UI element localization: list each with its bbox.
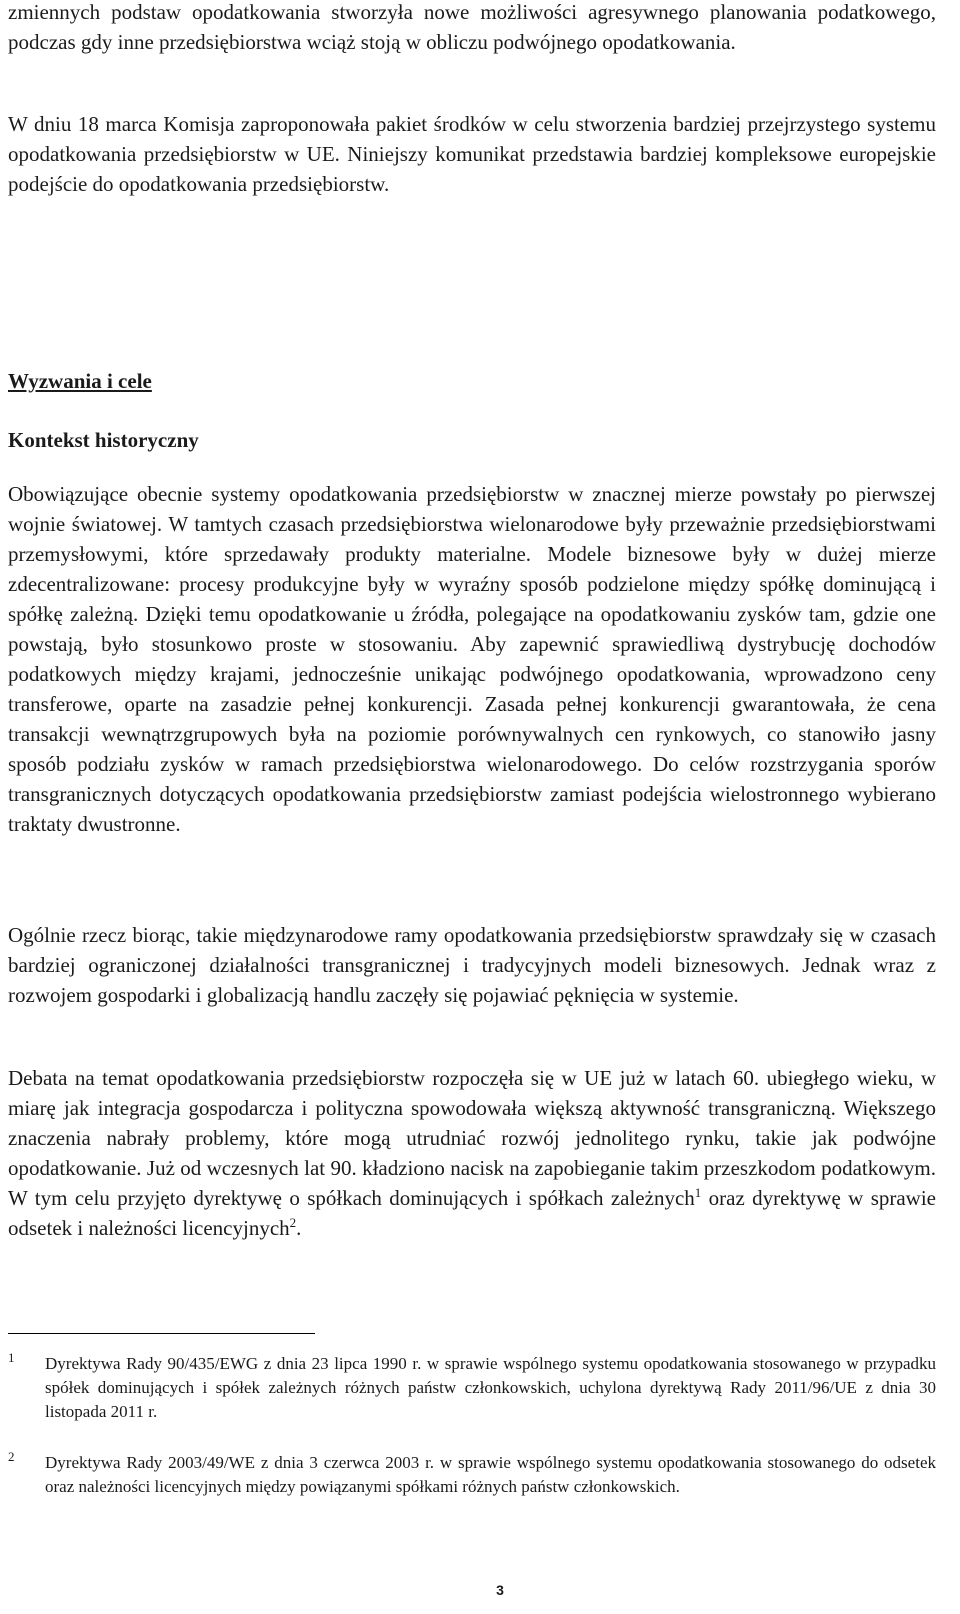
paragraph-debate — [8, 1063, 936, 1243]
footnote-2 — [8, 1451, 936, 1499]
page-number: 3 — [496, 1582, 504, 1598]
footnote-1 — [8, 1352, 936, 1424]
footnote-ref-1[interactable]: 1 — [694, 1185, 702, 1200]
paragraph-continuation: zmiennych podstaw opodatkowania stworzyła nowe możliwości agresywnego planowania podatkowego, podczas gdy inne przedsiębiorstwa wciąż stoją w obliczu podwójnego opodatkowania. — [8, 0, 936, 54]
footnote-text: Dyrektywa Rady 90/435/EWG z dnia 23 lipca 1990 r. w sprawie wspólnego systemu opodatkowania stosowanego w przypadku spółek dominujących i spółek zależnych różnych państw członkowskich, uchylona dyrektywą Rady 2011/96/UE z dnia 30 listopada 2011 r. — [45, 1354, 936, 1421]
section-heading: Wyzwania i cele — [8, 369, 152, 393]
footnote-number: 1 — [8, 1350, 15, 1365]
paragraph-debate-part-3: . — [296, 1216, 302, 1240]
paragraph-intro: W dniu 18 marca Komisja zaproponowała pakiet środków w celu stworzenia bardziej przejrzystego systemu opodatkowania przedsiębiorstw w UE. Niniejszy komunikat przedstawia bardziej kompleksowe europejskie podejście do opodatkowania przedsiębiorstw. — [8, 112, 936, 196]
footnote-separator — [8, 1333, 315, 1334]
paragraph-debate-part-2: oraz dyrektywę w sprawie odsetek i należności licencyjnych — [8, 1186, 937, 1240]
footnote-text: Dyrektywa Rady 2003/49/WE z dnia 3 czerwca 2003 r. w sprawie wspólnego systemu opodatkowania stosowanego do odsetek oraz należności licencyjnych między powiązanymi spółkami różnych państw członkowskich. — [45, 1453, 936, 1496]
paragraph-overall: Ogólnie rzecz biorąc, takie międzynarodowe ramy opodatkowania przedsiębiorstw sprawdzały się w czasach bardziej ograniczonej działalności transgranicznej i tradycyjnych modeli biznesowych. Jednak wraz z rozwojem gospodarki i globalizacją handlu zaczęły się pojawiać pęknięcia w systemie. — [8, 923, 936, 1007]
footnote-number: 2 — [8, 1449, 15, 1464]
paragraph-history: Obowiązujące obecnie systemy opodatkowania przedsiębiorstw w znacznej mierze powstały po pierwszej wojnie światowej. W tamtych czasach przedsiębiorstwa wielonarodowe były przeważnie przedsiębiorstwami przemysłowymi, które sprzedawały produkty materialne. Modele biznesowe były w dużej mierze zdecentralizowane: procesy produkcyjne były w wyraźny sposób podzielone między spółkę dominującą i spółkę zależną. Dzięki temu opodatkowanie u źródła, polegające na opodatkowaniu zysków tam, gdzie one powstają, było stosunkowo proste w stosowaniu. Aby zapewnić sprawiedliwą dystrybucję dochodów podatkowych między krajami, jednocześnie unikając podwójnego opodatkowania, wprowadzono ceny transferowe, oparte na zasadzie pełnej konkurencji. Zasada pełnej konkurencji gwarantowała, że cena transakcji wewnątrzgrupowych była na poziomie porównywalnych cen rynkowych, co stanowiło jasny sposób podziału zysków w ramach przedsiębiorstwa wielonarodowego. Do celów rozstrzygania sporów transgranicznych dotyczących opodatkowania przedsiębiorstw zamiast podejścia wielostronnego wybierano traktaty dwustronne. — [8, 482, 936, 836]
paragraph-debate-part-1: Debata na temat opodatkowania przedsiębiorstw rozpoczęła się w UE już w latach 60. ubiegłego wieku, w miarę jak integracja gospodarcza i polityczna spowodowała większą aktywność transgraniczną. Większego znaczenia nabrały problemy, które mogą utrudniać rozwój jednolitego rynku, takie jak podwójne opodatkowanie. Już od wczesnych lat 90. kładziono nacisk na zapobieganie takim przeszkodom podatkowym. W tym celu przyjęto dyrektywę o spółkach dominujących i spółkach zależnych — [8, 1066, 936, 1210]
subsection-heading: Kontekst historyczny — [8, 428, 199, 452]
footnote-ref-2[interactable]: 2 — [289, 1215, 297, 1230]
